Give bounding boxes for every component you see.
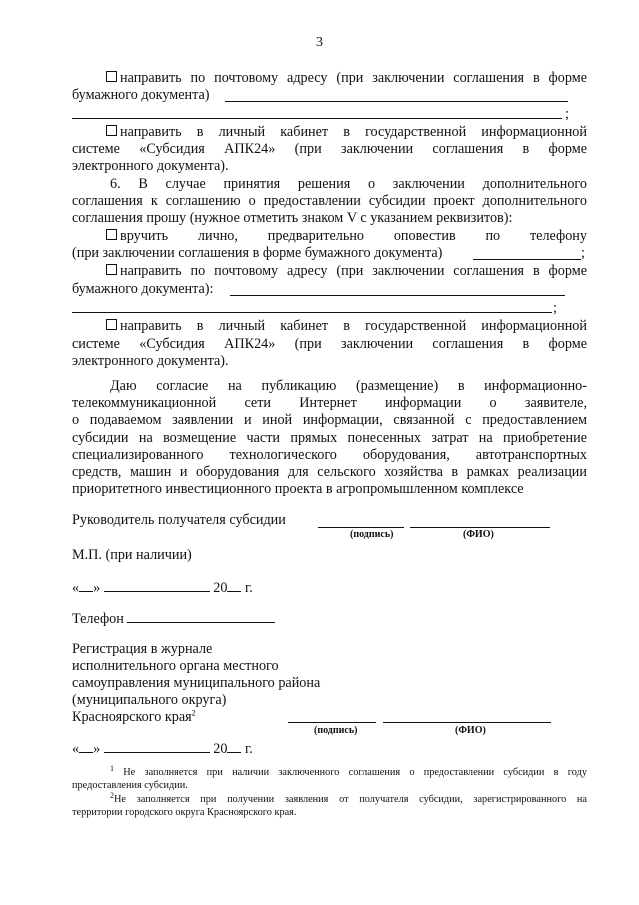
semicolon: ; xyxy=(553,300,557,316)
checkbox[interactable] xyxy=(106,71,117,82)
footnote-ref-2: 2 xyxy=(191,708,196,718)
post-option-line2: бумажного документа) xyxy=(72,87,210,103)
page-number: 3 xyxy=(316,35,323,50)
address-field[interactable] xyxy=(225,101,568,102)
reg-line2: исполнительного органа местного xyxy=(72,658,279,674)
month-field[interactable] xyxy=(104,579,210,592)
consent-line2: телекоммуникационной сети Интернет информации о заявителе, xyxy=(72,395,587,411)
consent-line7: приоритетного инвестиционного проекта в агропромышленном комплексе xyxy=(72,481,524,497)
year-field[interactable] xyxy=(227,579,241,592)
footnote-2-line2: территории городского округа Красноярского края. xyxy=(72,807,297,818)
post2-option-line2: бумажного документа): xyxy=(72,281,214,297)
cabinet2-option-line2: системе «Субсидия АПК24» (при заключении соглашения в форме xyxy=(72,336,587,352)
cabinet-option-line3: электронного документа). xyxy=(72,158,229,174)
address-field-4[interactable] xyxy=(72,312,552,313)
fio-field[interactable] xyxy=(410,527,550,528)
consent-line3: о подаваемом заявлении и иной информации, связанной с предоставлением xyxy=(72,412,587,428)
reg-month-field[interactable] xyxy=(104,740,210,753)
consent-line6: средств, машин и оборудования для сельского хозяйства в рамках реализации xyxy=(72,464,587,480)
post2-option-line1: направить по почтовому адресу (при заключении соглашения в форме xyxy=(72,263,587,279)
reg-caption-fio: (ФИО) xyxy=(455,725,486,736)
footnote-2-line1: $^2$Не заполняется при получении заявления от получателя субсидии, зарегистрированного на xyxy=(110,790,587,805)
checkbox[interactable] xyxy=(106,125,117,136)
day-field[interactable] xyxy=(79,579,93,592)
checkbox[interactable] xyxy=(106,319,117,330)
reg-line3: самоуправления муниципального района xyxy=(72,675,321,691)
clause6-line2: соглашения к соглашению о предоставлении субсидии проект дополнительного xyxy=(72,193,587,209)
caption-sign: (подпись) xyxy=(350,529,394,540)
semicolon: ; xyxy=(581,245,585,261)
phone-field[interactable] xyxy=(473,259,581,260)
reg-date-row: « » 20 г. xyxy=(72,741,253,757)
footnote-1-line1: $^1$ Не заполняется при наличии заключенного соглашения о предоставлении субсидии в году xyxy=(110,763,587,778)
reg-year-field[interactable] xyxy=(227,740,241,753)
address-field-3[interactable] xyxy=(230,295,565,296)
checkbox[interactable] xyxy=(106,264,117,275)
footnote-1-line2: предоставления субсидии. xyxy=(72,780,188,791)
cabinet2-option-line1: направить в личный кабинет в государственной информационной xyxy=(72,318,587,334)
consent-line5: специализированного технологического оборудования, автотранспортных xyxy=(72,447,587,463)
clause6-line1: 6. В случае принятия решения о заключении дополнительного xyxy=(110,176,587,192)
phone-row: Телефон xyxy=(72,610,587,627)
date-row: « » 20 г. xyxy=(72,580,253,596)
address-field-2[interactable] xyxy=(72,118,562,119)
hand-option-line1: вручить лично, предварительно оповестив по телефону xyxy=(72,228,587,244)
hand-option-line2: (при заключении соглашения в форме бумажного документа) xyxy=(72,245,443,261)
reg-line4: (муниципального округа) xyxy=(72,692,227,708)
consent-line4: субсидии на возмещение части прямых понесенных затрат на приобретение xyxy=(72,430,587,446)
reg-day-field[interactable] xyxy=(79,740,93,753)
stamp-label: М.П. (при наличии) xyxy=(72,547,192,563)
clause6-line3: соглашения прошу (нужное отметить знаком V с указанием реквизитов): xyxy=(72,210,513,226)
reg-fio-field[interactable] xyxy=(383,722,551,723)
reg-signature-field[interactable] xyxy=(288,722,376,723)
phone-input[interactable] xyxy=(127,610,275,623)
reg-caption-sign: (подпись) xyxy=(314,725,358,736)
semicolon: ; xyxy=(565,106,569,122)
post-option-line1: направить по почтовому адресу (при заключении соглашения в форме xyxy=(72,70,587,86)
caption-fio: (ФИО) xyxy=(463,529,494,540)
cabinet-option-line2: системе «Субсидия АПК24» (при заключении соглашения в форме xyxy=(72,141,587,157)
cabinet2-option-line3: электронного документа). xyxy=(72,353,229,369)
consent-line1: Даю согласие на публикацию (размещение) в информационно- xyxy=(110,378,587,394)
cabinet-option-line1: направить в личный кабинет в государственной информационной xyxy=(72,124,587,140)
reg-line5: Красноярского края$^2$ xyxy=(72,708,196,725)
head-label: Руководитель получателя субсидии xyxy=(72,512,286,528)
reg-line1: Регистрация в журнале xyxy=(72,641,213,657)
checkbox[interactable] xyxy=(106,229,117,240)
signature-field[interactable] xyxy=(318,527,404,528)
